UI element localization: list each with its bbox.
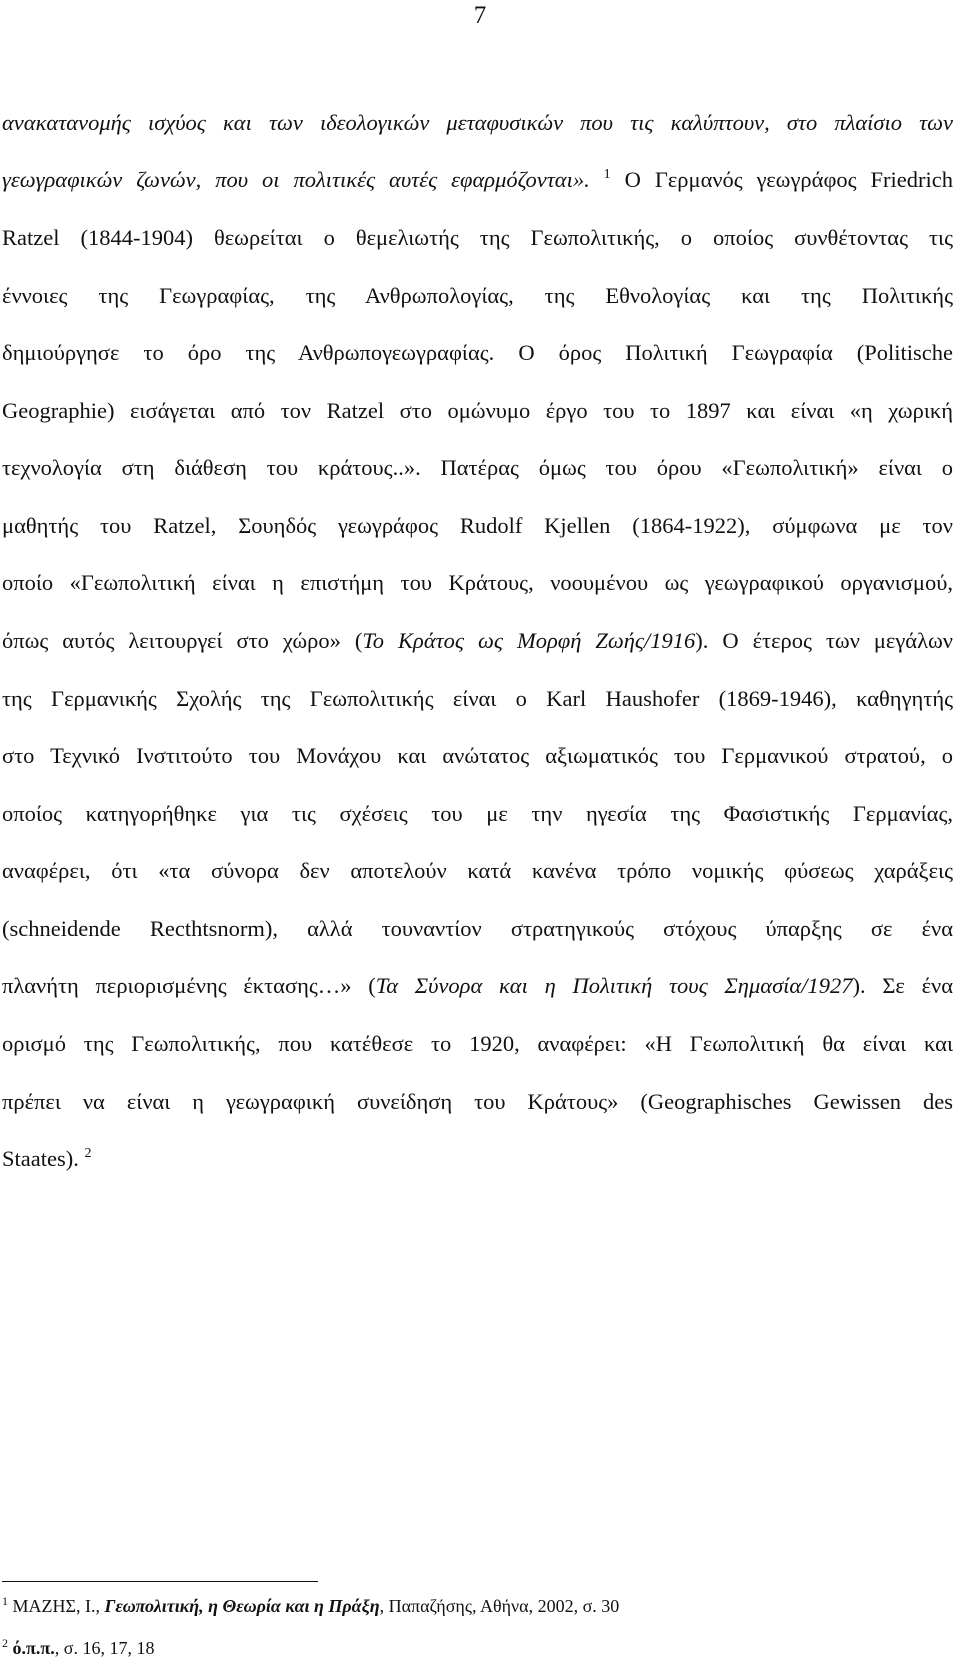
text-line (2, 396, 953, 426)
text-segment: οποίος κατηγορήθηκε για τις σχέσεις του με την ηγεσία της Φασιστικής Γερμανίας, (2, 801, 953, 826)
text-segment: μαθητής του Ratzel, Σουηδός γεωγράφος Rudolf Kjellen (1864-1922), σύμφωνα με τον (2, 513, 953, 538)
footnote-ref-abbrev: ό.π.π. (12, 1638, 55, 1658)
text-segment: τεχνολογία στη διάθεση του κράτους..». Πατέρας όμως του όρου «Γεωπολιτική» είναι ο (2, 455, 953, 480)
footnote-divider (2, 1581, 318, 1582)
text-segment: ). Σε ένα (852, 973, 953, 998)
text-line (2, 165, 953, 195)
text-segment: πρέπει να είναι η γεωγραφική συνείδηση του Κράτους» (Geographisches Gewissen des (2, 1089, 953, 1114)
text-segment: της Γερμανικής Σχολής της Γεωπολιτικής είναι ο Karl Haushofer (1869-1946), καθηγητής (2, 686, 953, 711)
footnote-1 (2, 1594, 619, 1618)
text-segment: πλανήτη περιορισμένης έκτασης…» ( (2, 973, 376, 998)
quoted-segment: γεωγραφικών ζωνών, που οι πολιτικές αυτές εφαρμόζονται». (2, 167, 590, 192)
text-segment: Staates). (2, 1146, 79, 1171)
text-line (2, 799, 953, 829)
footnote-2 (2, 1636, 154, 1660)
book-title: Τα Σύνορα και η Πολιτική τους Σημασία/1927 (375, 973, 853, 998)
text-line (2, 511, 953, 541)
text-line (2, 684, 953, 714)
text-segment: Ratzel (1844-1904) θεωρείται ο θεμελιωτής της Γεωπολιτικής, ο οποίος συνθέτοντας τις (2, 225, 953, 250)
text-segment: δημιούργησε το όρο της Ανθρωπογεωγραφίας. Ο όρος Πολιτική Γεωγραφία (Politische (2, 340, 953, 365)
text-segment: ανακατανομής ισχύος και των ιδεολογικών μεταφυσικών που τις καλύπτουν, στο πλαίσιο των (2, 110, 953, 135)
footnote-author: ΜΑΖΗΣ, Ι., (12, 1596, 105, 1616)
text-line (2, 281, 953, 311)
footnote-citation: , Παπαζήσης, Αθήνα, 2002, σ. 30 (379, 1596, 620, 1616)
footnote-title: Γεωπολιτική, η Θεωρία και η Πράξη (104, 1596, 380, 1616)
text-segment: όπως αυτός λειτουργεί στο χώρο» ( (2, 628, 363, 653)
text-line (2, 1029, 953, 1059)
text-line (2, 453, 953, 483)
text-segment: στο Τεχνικό Ινστιτούτο του Μονάχου και ανώτατος αξιωματικός του Γερμανικού στρατού, ο (2, 743, 953, 768)
text-line (2, 971, 953, 1001)
text-line (2, 1144, 953, 1174)
text-line (2, 568, 953, 598)
text-line (2, 108, 953, 138)
text-line (2, 856, 953, 886)
text-line (2, 741, 953, 771)
text-segment: οποίο «Γεωπολιτική είναι η επιστήμη του Κράτους, νοουμένου ως γεωγραφικού οργανισμού, (2, 570, 953, 595)
text-segment: Ο Γερμανός γεωγράφος Friedrich (624, 167, 954, 192)
text-segment: αναφέρει, ότι «τα σύνορα δεν αποτελούν κατά κανένα τρόπο νομικής φύσεως χαράξεις (2, 858, 953, 883)
text-segment: (schneidende Recthtsnorm), αλλά τουναντίον στρατηγικούς στόχους ύπαρξης σε ένα (2, 916, 953, 941)
footnote-ref: 1 (603, 167, 611, 182)
footnote-number: 2 (2, 1636, 8, 1650)
book-title: Το Κράτος ως Μορφή Ζωής/1916 (362, 628, 696, 653)
text-line (2, 338, 953, 368)
footnote-number: 1 (2, 1594, 8, 1608)
text-line (2, 626, 953, 656)
text-line (2, 914, 953, 944)
text-segment: ορισμό της Γεωπολιτικής, που κατέθεσε το 1920, αναφέρει: «Η Γεωπολιτική θα είναι και (2, 1031, 953, 1056)
page-number: 7 (473, 2, 487, 29)
text-segment: Geographie) εισάγεται από τον Ratzel στο ομώνυμο έργο του το 1897 και είναι «η χωρική (2, 398, 953, 423)
text-line (2, 1087, 953, 1117)
footnote-citation: , σ. 16, 17, 18 (54, 1638, 155, 1658)
footnote-ref: 2 (84, 1146, 92, 1161)
text-segment: ). Ο έτερος των μεγάλων (695, 628, 953, 653)
text-segment: έννοιες της Γεωγραφίας, της Ανθρωπολογίας, της Εθνολογίας και της Πολιτικής (2, 283, 953, 308)
text-line (2, 223, 953, 253)
